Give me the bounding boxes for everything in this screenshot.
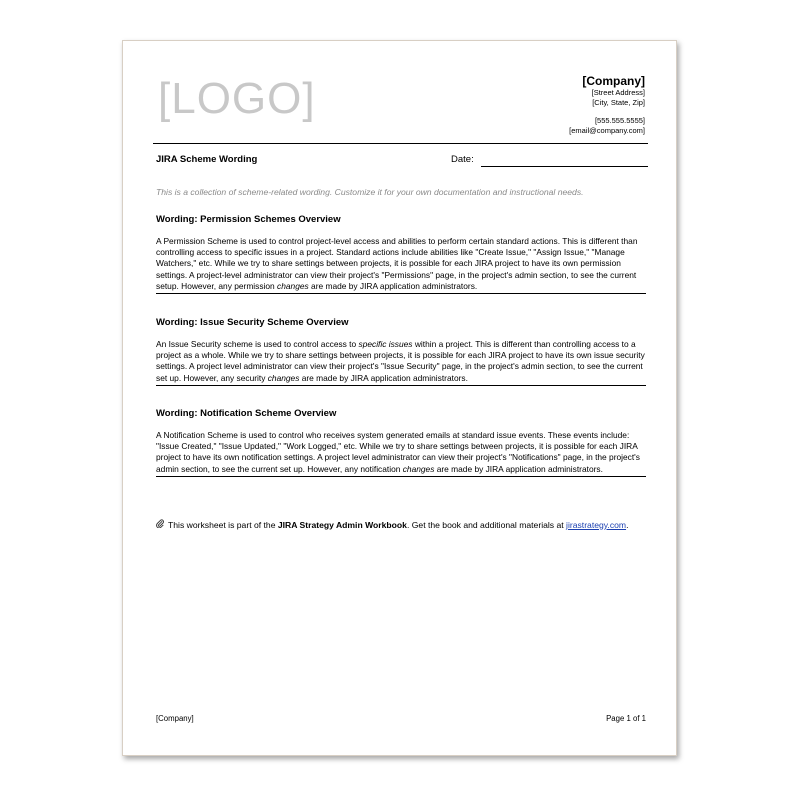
body-text: are made by JIRA application administrators. xyxy=(308,280,478,291)
section-body-notification xyxy=(156,430,646,477)
company-address-block xyxy=(569,74,645,136)
paperclip-icon xyxy=(156,519,164,532)
body-text: A Notification Scheme is used to control who receives system generated emails at standard issue events. These events include: "Issue Created," "Issue Updated," "Work Logged," etc. While we try to share settings between projects, it is possible for each JIRA project to have its own notification settings. A project level administrator can view their project's "Notifications" page, in the project's admin section, to see the current set up. However, any notification xyxy=(156,430,640,474)
header-divider xyxy=(153,143,648,144)
date-field-line[interactable] xyxy=(481,166,648,167)
emphasis-text: changes xyxy=(402,463,435,474)
emphasis-text: changes xyxy=(277,280,309,291)
document-title: JIRA Scheme Wording xyxy=(156,154,258,165)
body-text: An Issue Security scheme is used to control access to xyxy=(156,339,359,349)
footer-company: [Company] xyxy=(156,714,194,723)
email-address: [email@company.com] xyxy=(569,126,645,135)
section-heading-permission: Wording: Permission Schemes Overview xyxy=(156,214,341,225)
section-body-issue-security xyxy=(156,339,646,386)
note-text: This worksheet is part of the xyxy=(168,520,278,530)
body-text: are made by JIRA application administrators. xyxy=(434,463,603,474)
intro-text: This is a collection of scheme-related wording. Customize it for your own documentation and instructional needs. xyxy=(156,187,584,197)
document-page xyxy=(122,40,677,756)
section-body-permission xyxy=(156,236,646,294)
page-number: Page 1 of 1 xyxy=(606,714,646,723)
section-heading-notification: Wording: Notification Scheme Overview xyxy=(156,408,337,419)
date-label: Date: xyxy=(451,154,474,165)
section-heading-issue-security: Wording: Issue Security Scheme Overview xyxy=(156,317,349,328)
body-text: are made by JIRA application administrators. xyxy=(299,372,468,383)
phone-number: [555.555.5555] xyxy=(594,116,645,125)
street-address: [Street Address] xyxy=(591,88,645,97)
book-title: JIRA Strategy Admin Workbook xyxy=(277,520,407,530)
note-text: . xyxy=(626,520,629,530)
company-name: [Company] xyxy=(582,74,645,88)
body-text: within a project. This is different than controlling access to a project as a whole. While we try to share settings between projects, it is possible for each JIRA project to have its own issue security settings. A project level administrator can view their project's "Issue Security" page, in the project's admin section, to see the current set up. However, any security xyxy=(156,339,645,383)
city-state-zip: [City, State, Zip] xyxy=(592,98,645,107)
note-text: . Get the book and additional materials at xyxy=(406,520,567,530)
jirastrategy-link[interactable]: jirastrategy.com xyxy=(566,520,627,530)
emphasis-text: specific issues xyxy=(358,339,413,349)
emphasis-text: changes xyxy=(267,372,300,383)
workbook-note xyxy=(156,519,646,532)
logo-placeholder: [LOGO] xyxy=(158,74,316,123)
body-text: A Permission Scheme is used to control project-level access and abilities to perform certain standard actions. This is different than controlling access to specific issues in a project. Standard actions include abilities like "Create Issue," "Assign Issue," "Manage Watchers," etc. While we try to share settings between projects, it is possible for each JIRA project to have its own permission settings. A project-level administrator can view their project's "Permissions" page, in the project's admin section, to see the current setup. However, any permission xyxy=(156,236,638,291)
